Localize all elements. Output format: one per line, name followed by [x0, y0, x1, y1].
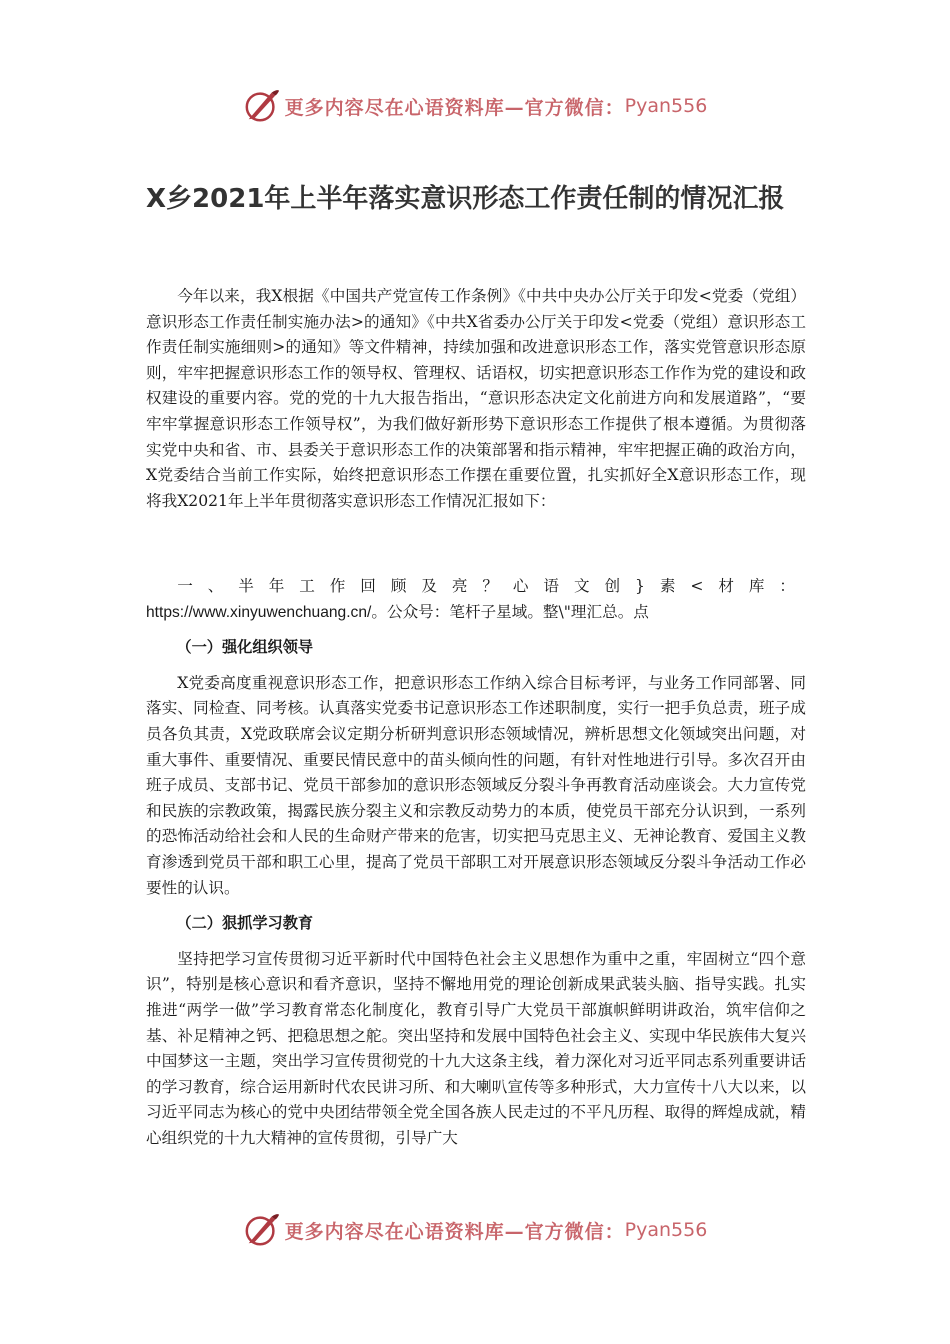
subsection-2-body: 坚持把学习宣传贯彻习近平新时代中国特色社会主义思想作为重中之重，牢固树立“四个意识”，特别是核心意识和看齐意识，坚持不懈地用党的理论创新成果武装头脑、指导实践。扎实推进“两学一做”学习教育常态化制度化，教育引导广大党员干部旗帜鲜明讲政治，筑牢信仰之基、补足精神之钙、把稳思想之舵。突出坚持和发展中国特色社会主义、实现中华民族伟大复兴中国梦这一主题，突出学习宣传贯彻党的十九大这条主线，着力深化对习近平同志系列重要讲话的学习教育，综合运用新时代农民讲习所、和大喇叭宣传等多种形式，大力宣传十八大以来，以习近平同志为核心的党中央团结带领全党全国各族人民走过的不平凡历程、取得的辉煌成就，精心组织党的十九大精神的宣传贯彻，引导广大 [146, 949, 806, 1147]
quill-logo-icon [243, 87, 281, 125]
banner-wechat-id: Pyan556 [624, 95, 708, 117]
section-one-heading [146, 574, 806, 625]
banner-wechat-id: Pyan556 [624, 1219, 708, 1241]
footer-banner [0, 1208, 950, 1252]
quill-logo-icon [243, 1211, 281, 1249]
section-one-tail: 公众号：笔杆子星域。整\"理汇总。点 [386, 602, 649, 621]
intro-paragraph: 今年以来，我X根据《中国共产党宣传工作条例》《中共中央办公厅关于印发<党委（党组）意识形态工作责任制实施办法>的通知》《中共X省委办公厅关于印发<党委（党组）意识形态工作责任制实施细则>的通知》等文件精神，持续加强和改进意识形态工作，落实党管意识形态原则，牢牢把握意识形态工作的领导权、管理权、话语权，切实把意识形态工作作为党的建设和政权建设的重要内容。党的党的十九大报告指出，“意识形态决定文化前进方向和发展道路”，“要牢牢掌握意识形态工作领导权”，为我们做好新形势下意识形态工作提供了根本遵循。为贯彻落实党中央和省、市、县委关于意识形态工作的决策部署和指示精神，牢牢把握正确的政治方向，X党委结合当前工作实际，始终把意识形态工作摆在重要位置，扎实抓好全X意识形态工作，现将我X2021年上半年贯彻落实意识形态工作情况汇报如下： [146, 287, 806, 510]
subsection-2-title: （二）狠抓学习教育 [176, 914, 314, 933]
banner-text: 更多内容尽在心语资料库—官方微信： [284, 96, 625, 119]
banner-text: 更多内容尽在心语资料库—官方微信： [284, 1220, 625, 1243]
page-title: X乡2021年上半年落实意识形态工作责任制的情况汇报 [146, 184, 785, 214]
section-one-title: 一、半年工作回顾及亮？心语文创}素<材库： [177, 577, 806, 595]
header-banner [0, 84, 950, 128]
subsection-1-title: （一）强化组织领导 [176, 638, 314, 657]
subsection-1-body: X党委高度重视意识形态工作，把意识形态工作纳入综合目标考评，与业务工作同部署、同落实、同检查、同考核。认真落实党委书记意识形态工作述职制度，实行一把手负总责，班子成员各负其责，X党政联席会议定期分析研判意识形态领域情况，辨析思想文化领域突出问题，对重大事件、重要情况、重要民情民意中的苗头倾向性的问题，有针对性地进行引导。多次召开由班子成员、支部书记、党员干部参加的意识形态领域反分裂斗争再教育活动座谈会。大力宣传党和民族的宗教政策，揭露民族分裂主义和宗教反动势力的本质，使党员干部充分认识到，一系列的恐怖活动给社会和人民的生命财产带来的危害，切实把马克思主义、无神论教育、爱国主义教育渗透到党员干部和职工心里，提高了党员干部职工对开展意识形态领域反分裂斗争活动工作必要性的认识。 [146, 673, 806, 897]
section-one-url: https://www.xinyuwenchuang.cn/。 [146, 603, 387, 621]
document-body [146, 284, 806, 1151]
